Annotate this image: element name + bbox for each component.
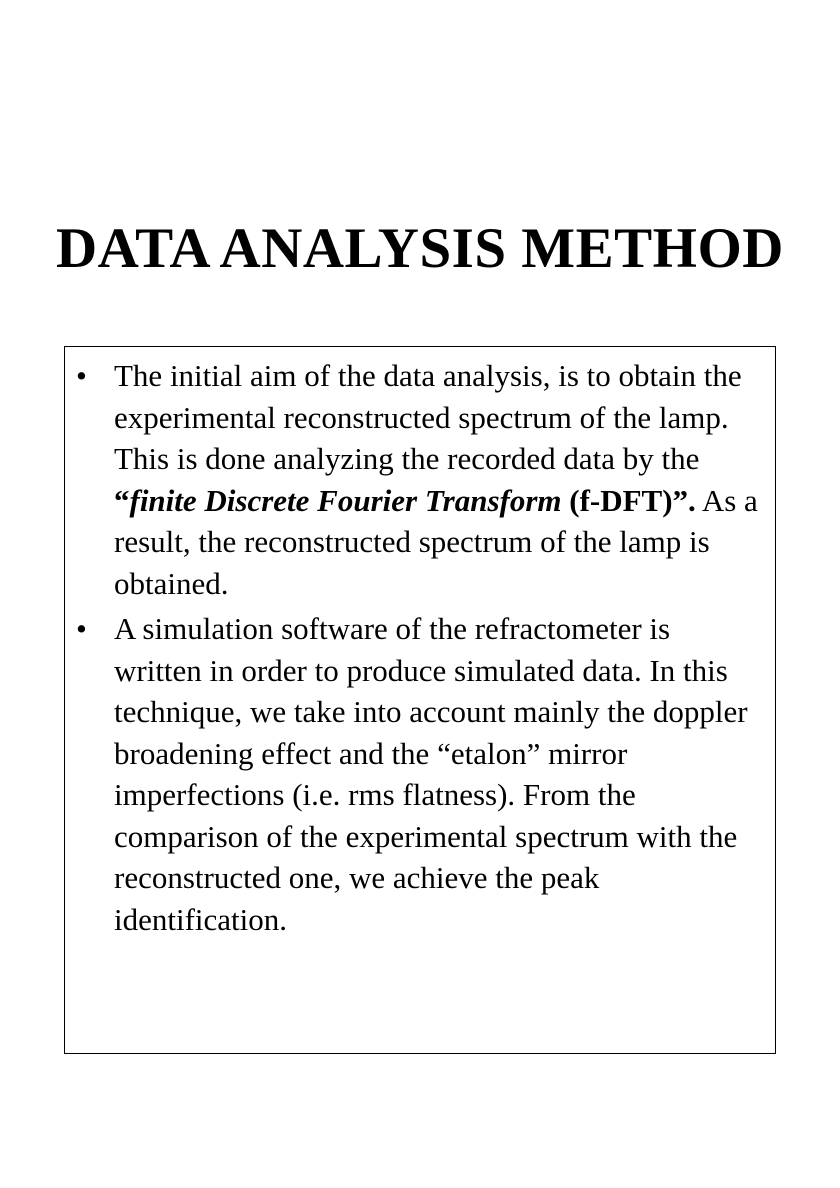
emphasis-term: finite Discrete Fourier Transform	[129, 482, 562, 518]
bullet-text: A simulation software of the refractometer is written in order to produce simulated data. In this technique, we take into account mainly the doppler broadening effect and the “etalon” mirror imperfections (i.e. rms flatness). From the comparison of the experimental spectrum with the reconstructed one, we achieve the peak identification.	[114, 611, 748, 937]
bullet-mark: •	[76, 358, 87, 393]
bullet-mark: •	[76, 611, 87, 646]
bullet-item-simulation	[65, 608, 777, 940]
bullet-text-part: The initial aim of the data analysis, is to obtain the experimental reconstructed spectrum of the lamp. This is done analyzing the recorded data by the	[114, 358, 742, 476]
bullet-text-part: As a result, the reconstructed spectrum of the lamp is obtained.	[114, 482, 758, 601]
page-title: DATA ANALYSIS METHOD	[56, 217, 784, 281]
abbreviation: (f-DFT)”.	[561, 482, 696, 518]
open-quote: “	[114, 482, 130, 518]
content-box	[64, 346, 776, 1054]
bullet-list	[65, 355, 777, 944]
bullet-item-aim	[65, 355, 777, 604]
